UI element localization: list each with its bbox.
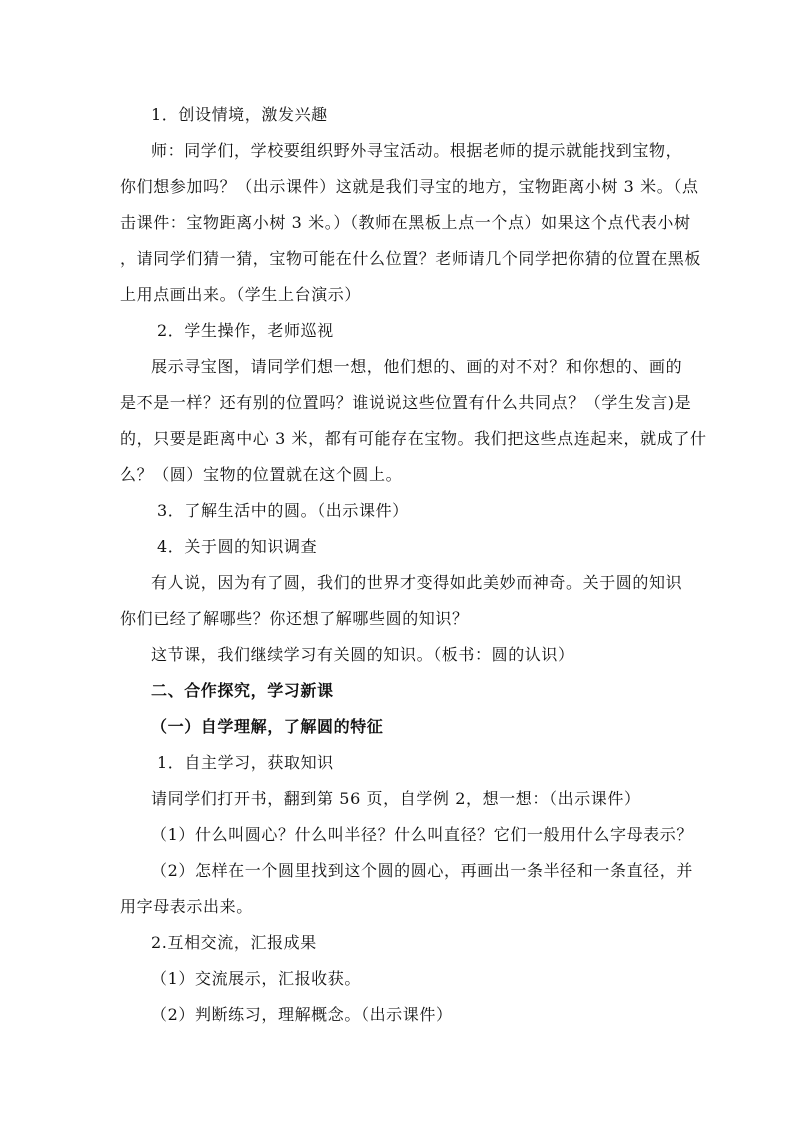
step-heading: 2.互相交流，汇报成果 [151, 933, 317, 952]
question-1: （1）什么叫圆心？什么叫半径？什么叫直径？它们一般用什么字母表示？ [151, 825, 693, 844]
question-2: （2）怎样在一个圆里找到这个圆的圆心，再画出一条半径和一条直径，并 [151, 861, 693, 880]
step-3-heading: 3．了解生活中的圆。（出示课件） [157, 501, 409, 520]
section-2-heading: 二、合作探究，学习新课 [151, 681, 334, 700]
paragraph-line: 是不是一样？还有别的位置吗？谁说说这些位置有什么共同点？（学生发言)是 [120, 393, 692, 412]
paragraph-line: 用字母表示出来。 [120, 897, 253, 916]
step-4-heading: 4．关于圆的知识调查 [157, 537, 318, 556]
paragraph-line: 这节课，我们继续学习有关圆的知识。（板书：圆的认识） [151, 645, 575, 664]
paragraph-line: 你们想参加吗？（出示课件）这就是我们寻宝的地方，宝物距离小树 3 米。（点 [120, 177, 699, 196]
paragraph-line: 师：同学们，学校要组织野外寻宝活动。根据老师的提示就能找到宝物， [151, 141, 683, 160]
paragraph-line: 请同学们打开书，翻到第 56 页，自学例 2，想一想：（出示课件） [151, 789, 641, 808]
paragraph-line: 展示寻宝图，请同学们想一想，他们想的、画的对不对？和你想的、画的 [151, 357, 683, 376]
step-2-heading: 2．学生操作，老师巡视 [157, 321, 334, 340]
list-item: （1）交流展示，汇报收获。 [151, 969, 361, 988]
step-1-heading: 1．创设情境，激发兴趣 [151, 105, 328, 124]
paragraph-line: 击课件：宝物距离小树 3 米。）（教师在黑板上点一个点）如果这个点代表小树 [120, 213, 691, 232]
paragraph-line: ，请同学们猜一猜，宝物可能在什么位置？老师请几个同学把你猜的位置在黑板 [120, 249, 702, 268]
list-item: （2）判断练习，理解概念。（出示课件） [151, 1005, 453, 1024]
paragraph-line: 有人说，因为有了圆，我们的世界才变得如此美妙而神奇。关于圆的知识 [151, 573, 683, 592]
paragraph-line: 么？（圆）宝物的位置就在这个圆上。 [120, 465, 403, 484]
paragraph-line: 上用点画出来。（学生上台演示） [120, 285, 362, 304]
step-heading: 1．自主学习，获取知识 [157, 753, 334, 772]
paragraph-line: 的，只要是距离中心 3 米，都有可能存在宝物。我们把这些点连起来，就成了什 [120, 429, 707, 448]
paragraph-line: 你们已经了解哪些？你还想了解哪些圆的知识？ [120, 609, 469, 628]
subsection-1-heading: （一）自学理解，了解圆的特征 [151, 717, 384, 736]
